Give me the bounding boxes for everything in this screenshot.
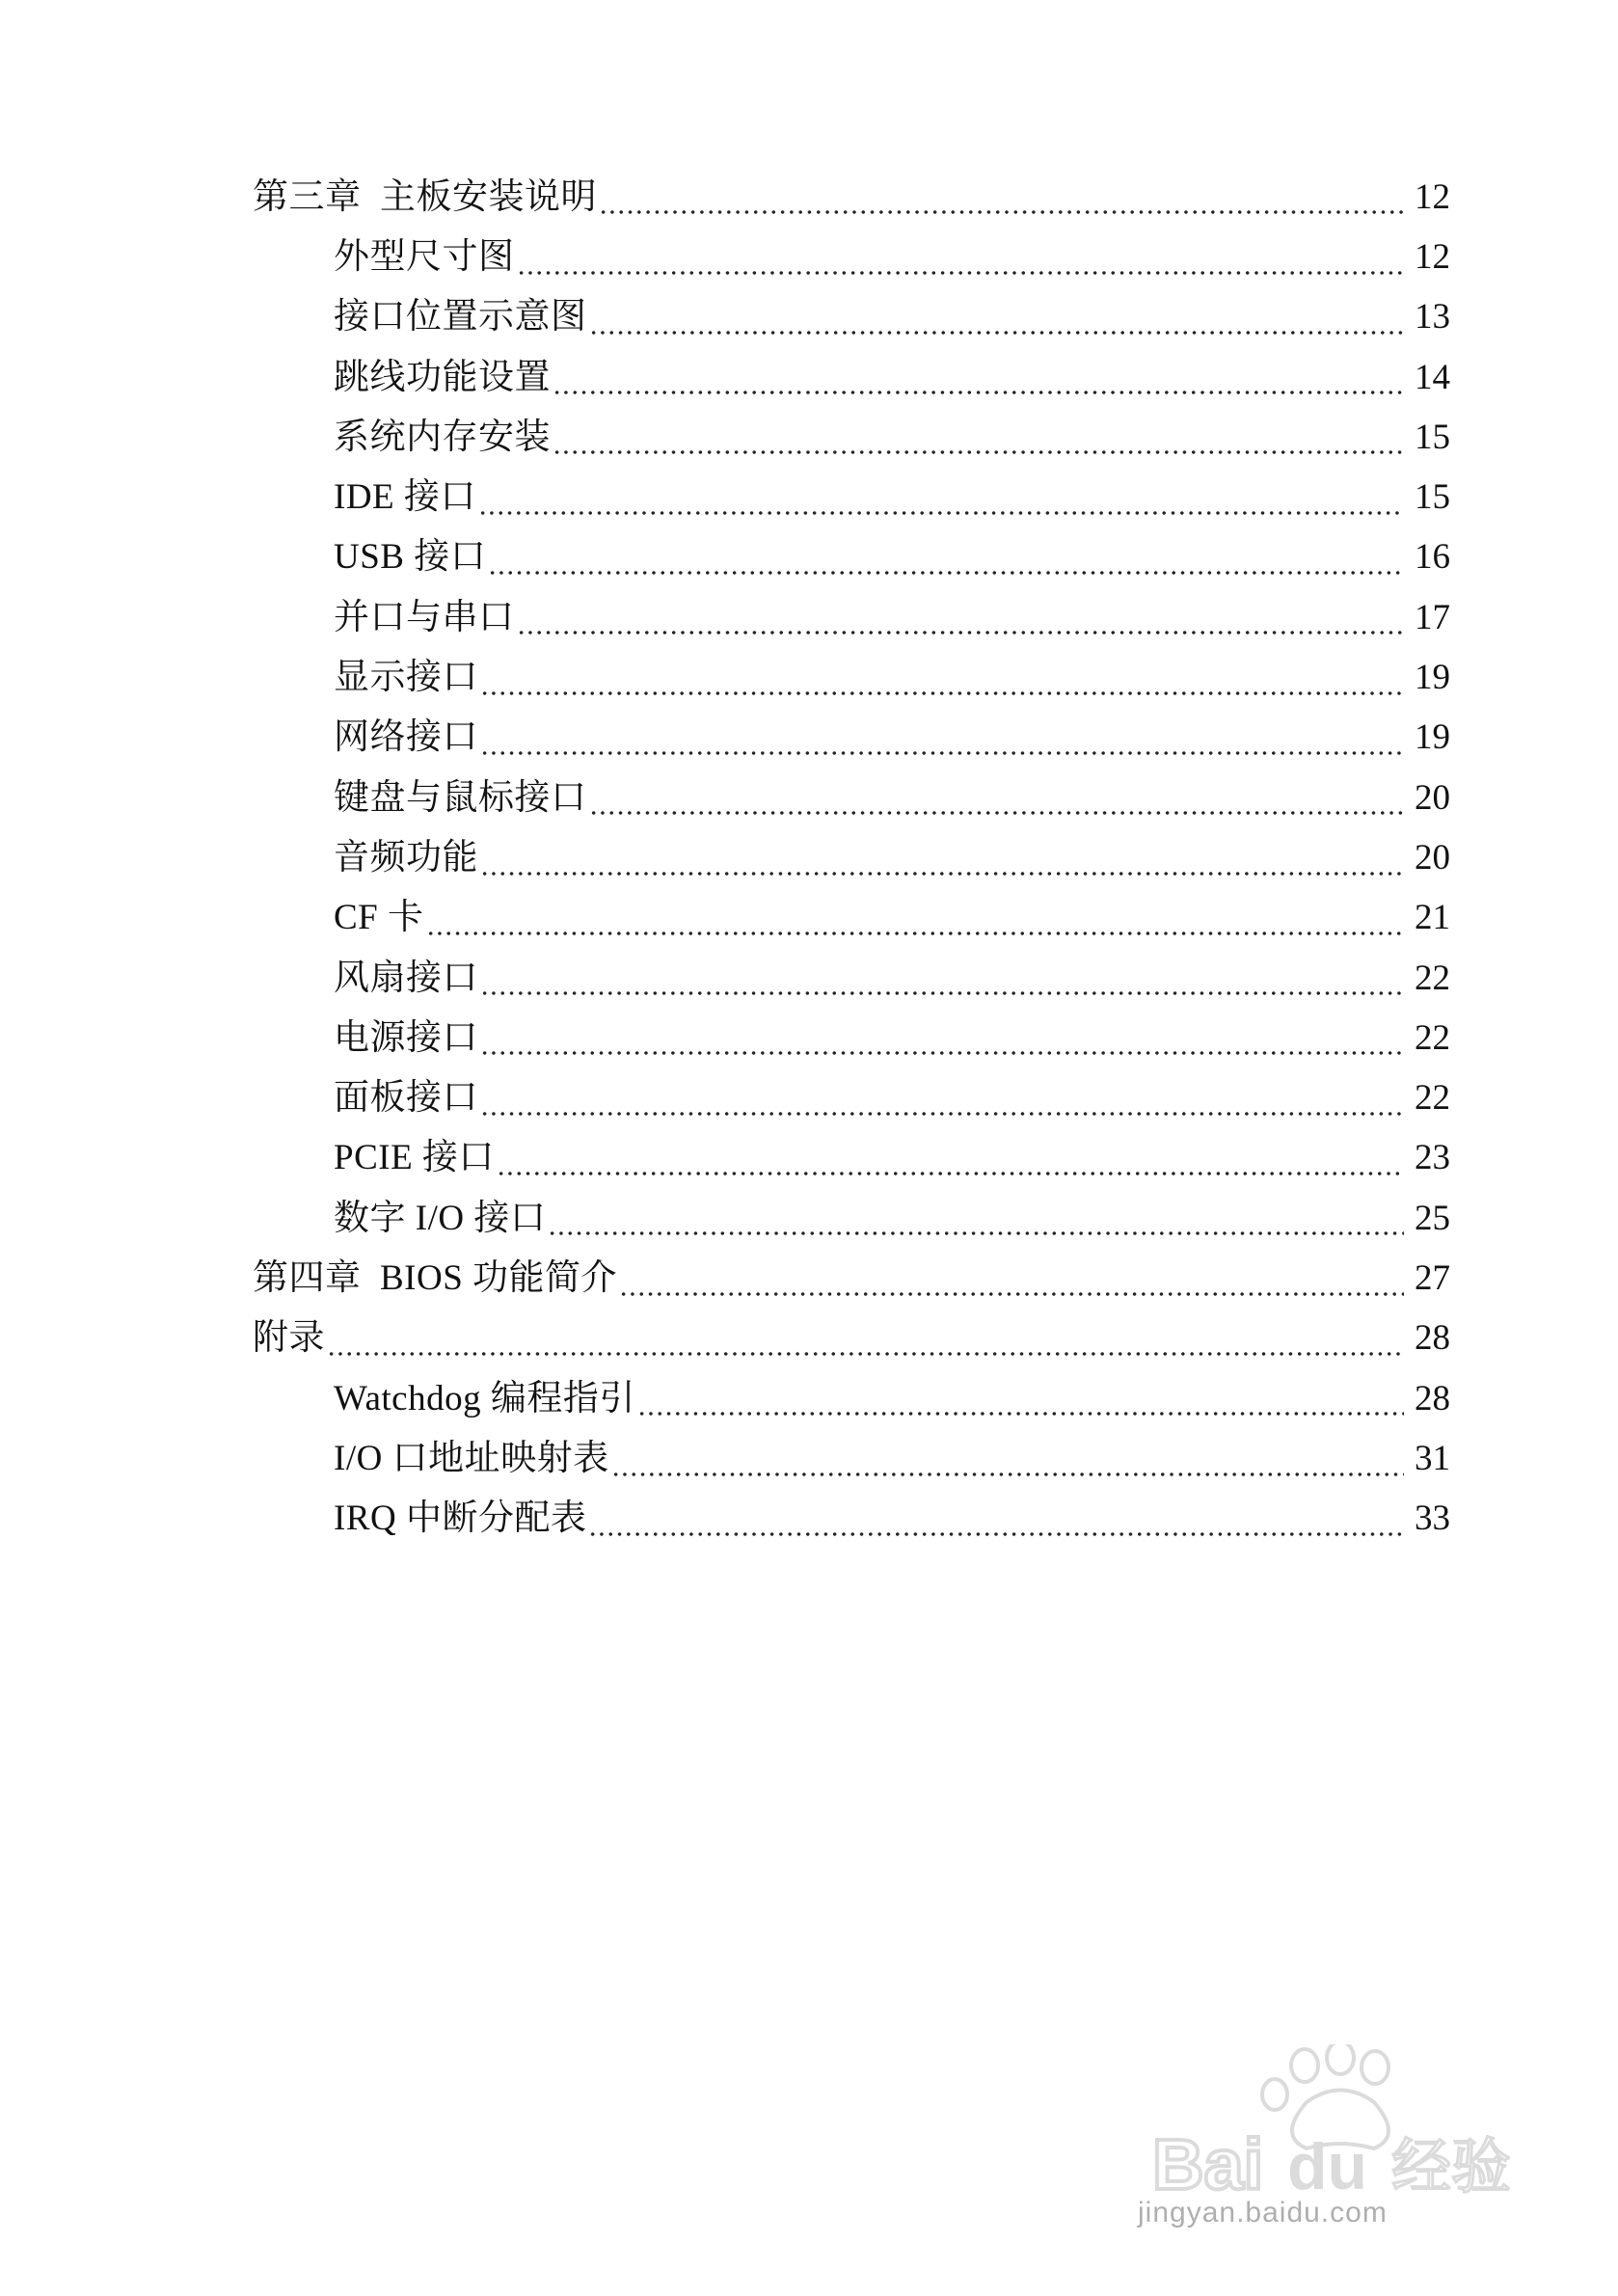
dot-leader [553,374,1404,395]
dot-leader [480,735,1404,756]
toc-entry-page: 22 [1415,1078,1450,1119]
dot-leader [637,1395,1404,1417]
toc-entry-label: 网络接口 [334,717,478,758]
dot-leader [478,495,1404,516]
toc-entry[interactable] [0,1489,1618,1549]
svg-text:经验: 经验 [1391,2131,1512,2201]
toc-entry-page: 33 [1415,1499,1450,1539]
toc-entry[interactable] [0,1188,1618,1248]
toc-entry[interactable] [0,708,1618,768]
toc-entry[interactable] [0,407,1618,467]
toc-entry-label: 显示接口 [334,658,478,698]
toc-entry-page: 12 [1415,236,1450,277]
toc-entry-label: 附录 [253,1318,325,1359]
toc-entry-page: 17 [1415,597,1450,637]
toc-entry-page: 21 [1415,898,1450,938]
toc-entry[interactable] [0,1248,1618,1308]
dot-leader [553,434,1404,455]
svg-text:du: du [1287,2130,1368,2203]
toc-entry[interactable] [0,467,1618,527]
toc-entry-label: Watchdog 编程指引 [334,1378,635,1418]
toc-entry[interactable] [0,527,1618,587]
toc-entry-label: PCIE 接口 [334,1138,495,1178]
toc-entry-page: 31 [1415,1438,1450,1478]
toc-entry[interactable] [0,1128,1618,1188]
dot-leader [480,1035,1404,1056]
toc-entry[interactable] [0,227,1618,286]
toc-entry[interactable] [0,1428,1618,1488]
table-of-contents [0,167,1618,1549]
dot-leader [588,1516,1404,1537]
toc-entry-label: 风扇接口 [334,958,478,998]
toc-entry-label: 面板接口 [334,1078,478,1119]
toc-entry[interactable] [0,827,1618,887]
toc-entry-label: 数字 I/O 接口 [334,1198,547,1238]
dot-leader [480,855,1404,877]
toc-entry-page: 25 [1415,1198,1450,1238]
toc-entry-page: 22 [1415,958,1450,998]
dot-leader [327,1336,1404,1357]
toc-entry-label: 第三章 主板安装说明 [253,176,597,217]
toc-entry-label: 键盘与鼠标接口 [334,777,587,818]
toc-entry-label: IRQ 中断分配表 [334,1499,587,1539]
toc-entry-label: 音频功能 [334,837,478,878]
dot-leader [517,255,1405,276]
toc-entry-label: 跳线功能设置 [334,357,551,397]
toc-entry-label: 第四章 BIOS 功能简介 [253,1257,618,1298]
dot-leader [589,795,1405,816]
toc-entry[interactable] [0,1368,1618,1428]
dot-leader [480,975,1404,996]
toc-entry[interactable] [0,948,1618,1008]
toc-entry[interactable] [0,888,1618,948]
toc-entry-page: 19 [1415,717,1450,758]
dot-leader [480,675,1404,696]
dot-leader [497,1155,1404,1176]
dot-leader [426,915,1404,936]
toc-entry-label: 外型尺寸图 [334,236,515,277]
dot-leader [548,1215,1404,1236]
toc-entry[interactable] [0,768,1618,827]
toc-entry-page: 28 [1415,1318,1450,1359]
toc-entry[interactable] [0,167,1618,227]
toc-entry[interactable] [0,1008,1618,1067]
toc-entry[interactable] [0,587,1618,647]
dot-leader [599,194,1404,215]
dot-leader [611,1456,1404,1477]
toc-entry-label: USB 接口 [334,537,487,578]
toc-entry-page: 13 [1415,297,1450,338]
dot-leader [517,614,1405,635]
toc-entry-page: 14 [1415,357,1450,397]
toc-entry-label: 接口位置示意图 [334,297,587,338]
toc-entry-page: 15 [1415,417,1450,457]
svg-text:Bai: Bai [1152,2124,1264,2204]
toc-entry-label: 系统内存安装 [334,417,551,457]
toc-entry-page: 22 [1415,1017,1450,1058]
toc-entry-page: 19 [1415,658,1450,698]
toc-entry-page: 12 [1415,176,1450,217]
watermark-url: jingyan.baidu.com [1138,2197,1388,2228]
toc-entry[interactable] [0,1067,1618,1127]
toc-entry-page: 28 [1415,1378,1450,1418]
toc-entry-label: IDE 接口 [334,477,476,518]
toc-entry-label: I/O 口地址映射表 [334,1438,609,1478]
toc-entry-label: 电源接口 [334,1017,478,1058]
toc-entry-page: 20 [1415,837,1450,878]
dot-leader [619,1276,1404,1297]
toc-entry[interactable] [0,1309,1618,1368]
toc-entry[interactable] [0,347,1618,407]
dot-leader [589,314,1405,336]
toc-entry-page: 27 [1415,1257,1450,1298]
toc-entry-label: CF 卡 [334,898,424,938]
toc-entry-page: 23 [1415,1138,1450,1178]
dot-leader [488,554,1404,576]
dot-leader [480,1095,1404,1117]
toc-entry[interactable] [0,647,1618,707]
toc-entry-label: 并口与串口 [334,597,515,637]
toc-entry-page: 16 [1415,537,1450,578]
toc-entry[interactable] [0,287,1618,347]
toc-entry-page: 20 [1415,777,1450,818]
toc-entry-page: 15 [1415,477,1450,518]
